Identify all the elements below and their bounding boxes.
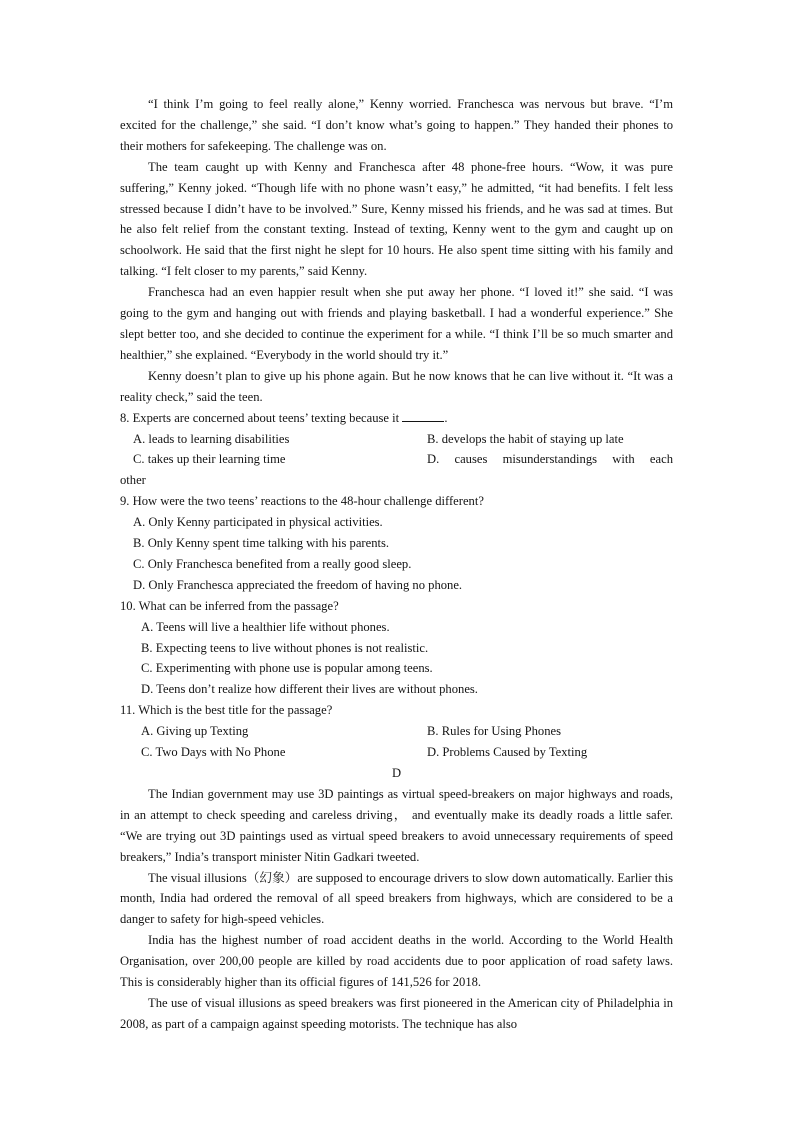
question-11-options-row-1 [120, 721, 673, 742]
passage-c-paragraph: “I think I’m going to feel really alone,” Kenny worried. Franchesca was nervous but brave. “I’m excited for the challenge,” she said. “I don’t know what’s going to happen.” They handed their phones to their mothers for safekeeping. The challenge was on. [120, 97, 673, 153]
option-b: B. Only Kenny spent time talking with his parents. [133, 536, 390, 551]
option-a: A. Only Kenny participated in physical activities. [133, 515, 383, 530]
option-d: D. causes misunderstandings with each [427, 452, 673, 467]
passage-d-paragraph: The visual illusions（幻象）are supposed to encourage drivers to slow down automatically. Earlier this month, India had ordered the removal of all speed breakers from highways, which are considered to be a danger to safety for high-speed vehicles. [120, 870, 673, 927]
question-8-options-row-2 [120, 449, 673, 470]
passage-d-paragraph: The Indian government may use 3D paintings as virtual speed-breakers on major highways and roads, in an attempt to check speeding and careless driving， and eventually make its deadly roads a little safer. “We are trying out 3D paintings used as virtual speed breakers to avoid unnecessary requirements of speed breakers,” India’s transport minister Nitin Gadkari tweeted. [120, 786, 673, 864]
option-d: D. Teens don’t realize how different their lives are without phones. [141, 682, 478, 697]
answer-blank [402, 409, 444, 422]
option-a: A. Teens will live a healthier life without phones. [141, 619, 390, 634]
passage-d-paragraph: The use of visual illusions as speed breakers was first pioneered in the American city of Philadelphia in 2008, as part of a campaign against speeding motorists. The technique has also [120, 995, 673, 1031]
passage-d-paragraph: India has the highest number of road accident deaths in the world. According to the World Health Organisation, over 200,00 people are killed by road accidents due to poor application of road safety laws. This is considerably higher than its official figures of 141,526 for 2018. [120, 933, 673, 990]
option-b: B. Expecting teens to live without phones is not realistic. [141, 640, 429, 655]
question-9-stem: 9. How were the two teens’ reactions to the 48-hour challenge different? [120, 494, 484, 509]
option-c: C. takes up their learning time [133, 452, 286, 467]
option-d: D. Only Franchesca appreciated the freedom of having no phone. [133, 577, 463, 592]
option-b: B. develops the habit of staying up late [427, 431, 624, 446]
option-d: D. Problems Caused by Texting [427, 745, 588, 760]
question-10-stem: 10. What can be inferred from the passage? [120, 598, 339, 613]
page-content [120, 94, 673, 1035]
option-a: A. leads to learning disabilities [133, 431, 290, 446]
passage-c-paragraph: The team caught up with Kenny and Franchesca after 48 phone-free hours. “Wow, it was pure suffering,” Kenny joked. “Though life with no phone wasn’t easy,” he admitted, “it had benefits. I felt less stressed because I didn’t have to be involved.” Sure, Kenny missed his friends, and he was sad at times. But he also felt relief from the constant texting. Instead of texting, Kenny went to the gym and caught up on schoolwork. He said that the first night he slept for 10 hours. He also spent time sitting with his family and talking. “I felt closer to my parents,” said Kenny. [120, 159, 673, 279]
question-8-stem: 8. Experts are concerned about teens’ texting because it . [120, 410, 448, 425]
passage-c-paragraph: Kenny doesn’t plan to give up his phone again. But he now knows that he can live without it. “It was a reality check,” said the teen. [120, 368, 673, 404]
option-d-continuation: other [120, 473, 146, 488]
option-b: B. Rules for Using Phones [427, 724, 561, 739]
question-11-stem: 11. Which is the best title for the passage? [120, 703, 333, 718]
option-c: C. Two Days with No Phone [141, 745, 286, 760]
option-c: C. Experimenting with phone use is popular among teens. [141, 661, 433, 676]
section-heading: D [391, 766, 402, 780]
passage-c-paragraph: Franchesca had an even happier result when she put away her phone. “I loved it!” she said. “I was going to the gym and hanging out with friends and playing basketball. I had a wonderful experience.” She slept better too, and she decided to continue the experiment for a while. “I think I’ll be so much smarter and healthier,” she explained. “Everybody in the world should try it.” [120, 285, 673, 362]
option-c: C. Only Franchesca benefited from a really good sleep. [133, 556, 412, 571]
question-11-options-row-2 [120, 742, 673, 763]
question-8-options-row-1 [120, 429, 673, 450]
option-a: A. Giving up Texting [141, 724, 249, 739]
